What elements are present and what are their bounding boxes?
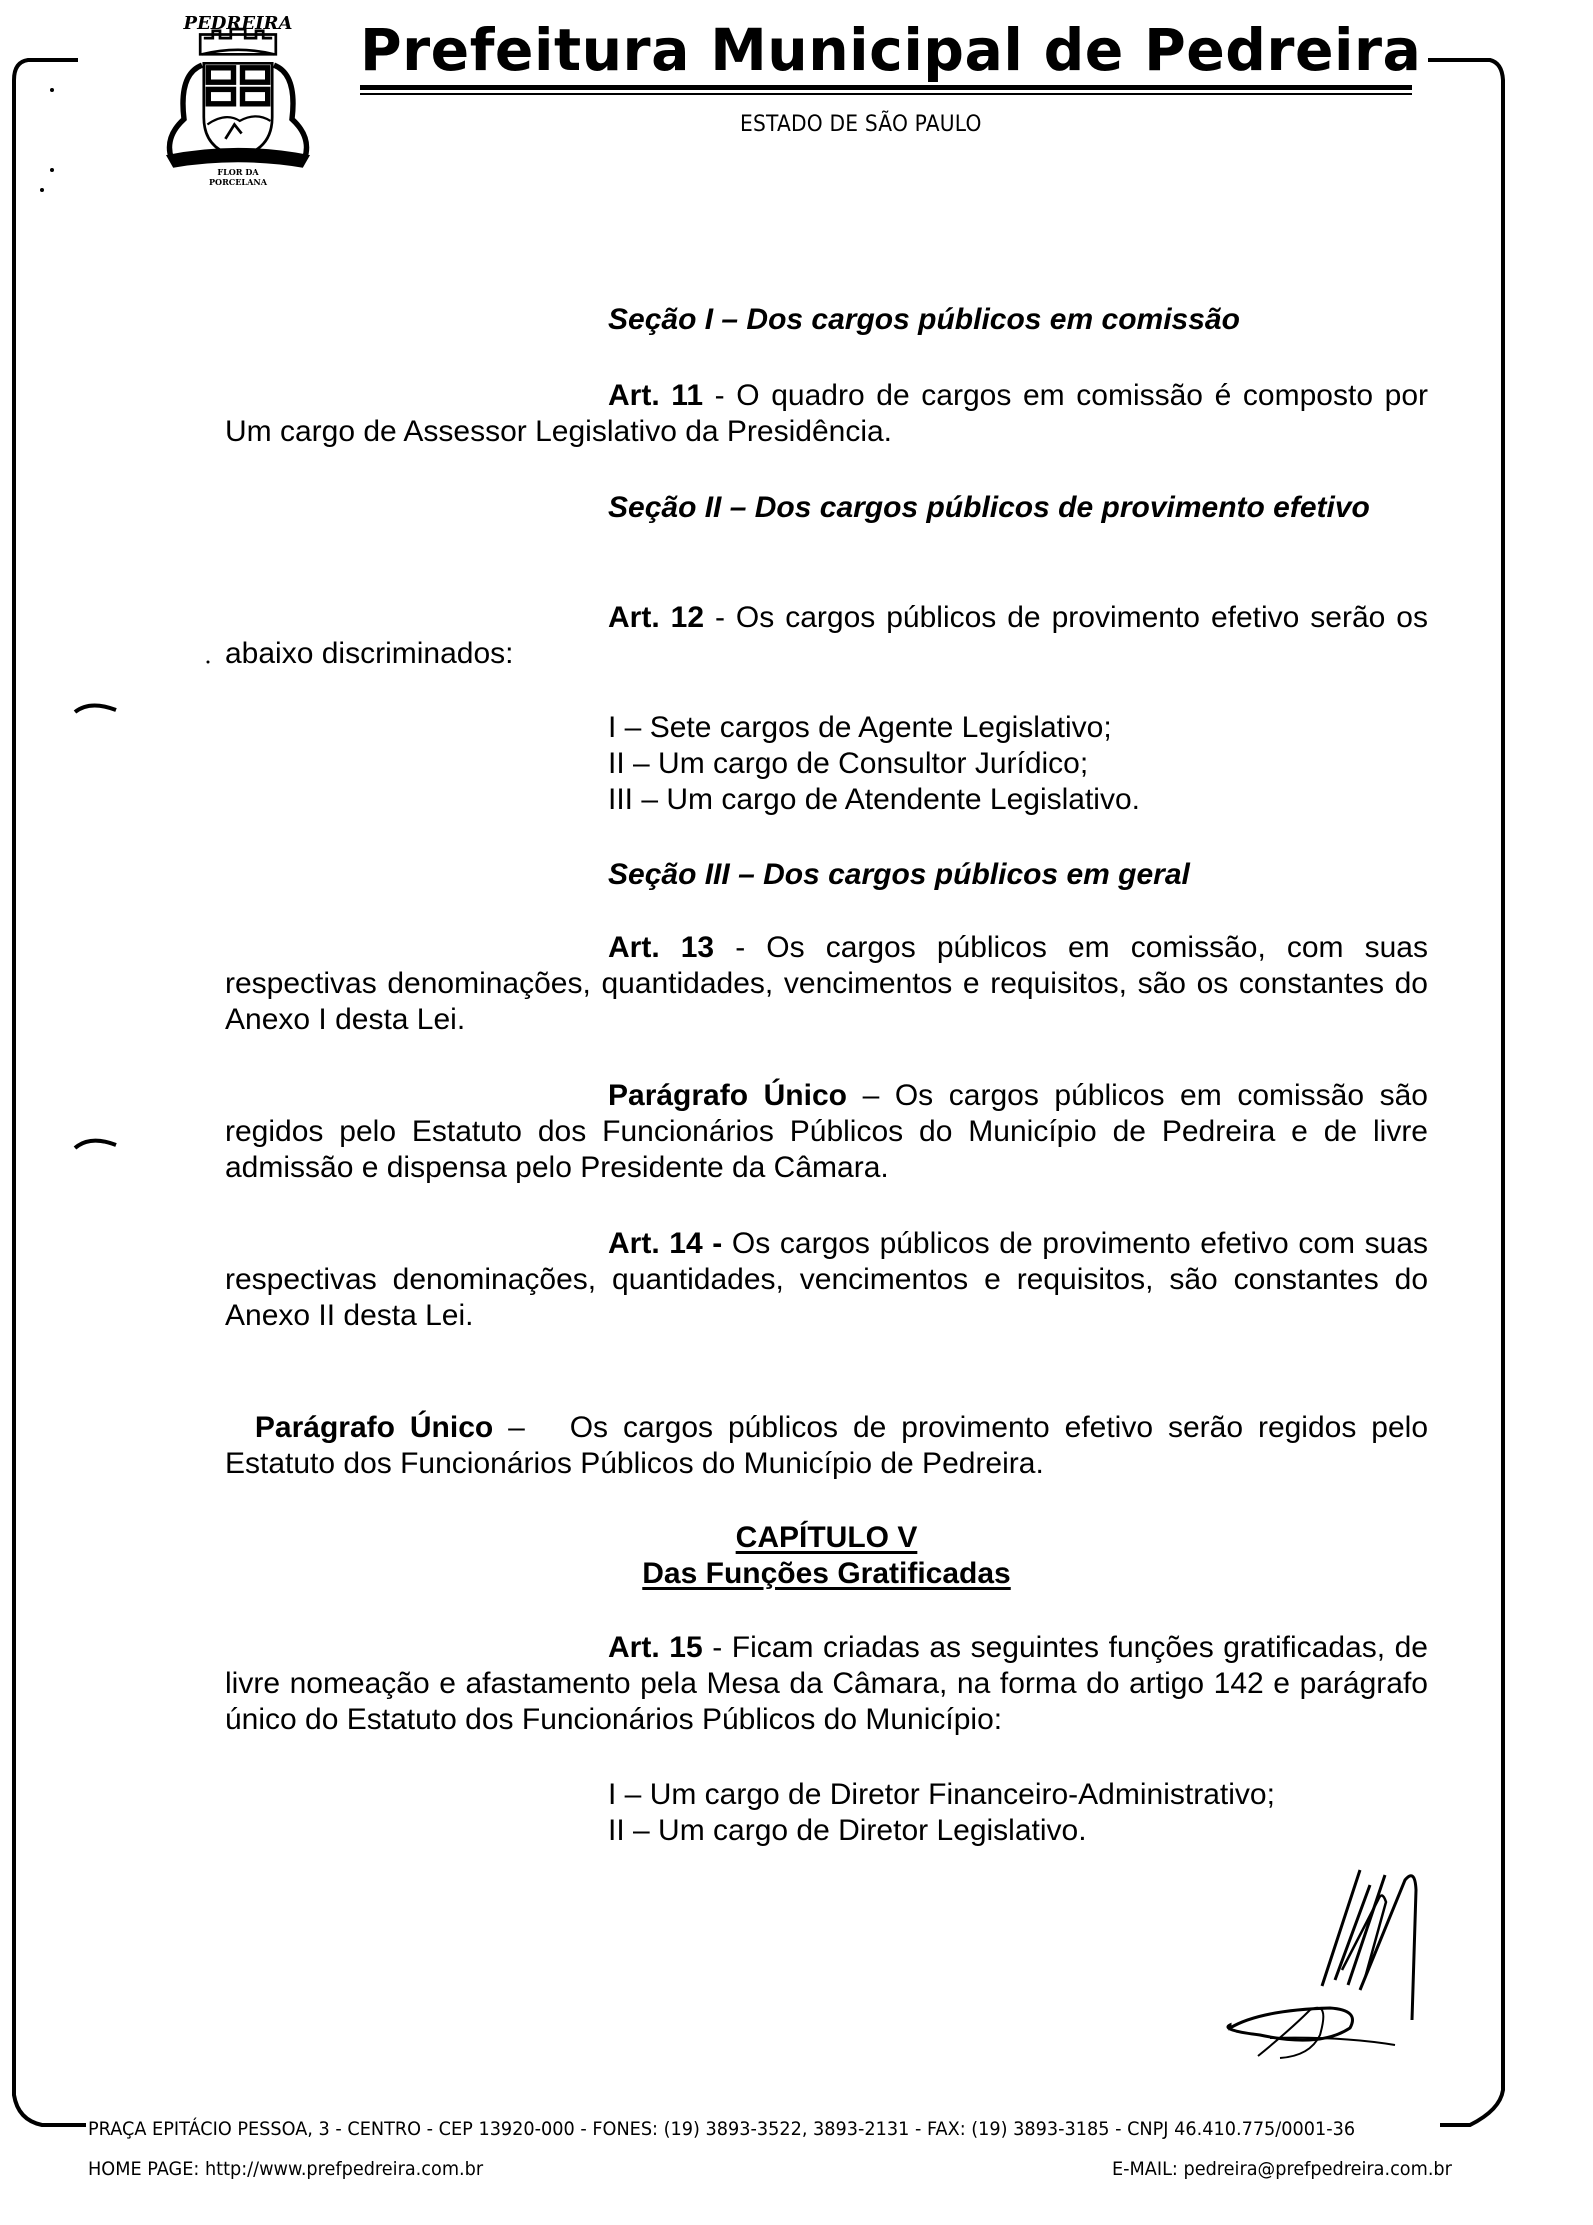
- article-15-item: I – Um cargo de Diretor Financeiro-Administrativo;: [608, 1778, 1275, 1811]
- section-1-heading: Seção I – Dos cargos públicos em comissão: [608, 303, 1240, 336]
- article-12: [225, 600, 1428, 672]
- section-3-heading: Seção III – Dos cargos públicos em geral: [608, 858, 1190, 891]
- crest-top-text: PEDREIRA: [183, 13, 293, 35]
- article-13: [225, 930, 1428, 1038]
- paragraph-unico-13-label: Parágrafo Único: [608, 1079, 847, 1112]
- title-underline-thin: [360, 93, 1412, 95]
- chapter-number: CAPÍTULO V: [735, 1521, 918, 1554]
- article-15: [225, 1630, 1428, 1738]
- paragraph-unico-13-text: – Os cargos públicos em comissão são regidos pelo Estatuto dos Funcionários Públicos do Município de Pedreira e de livre admissão e dispensa pelo Presidente da Câmara.: [225, 1079, 1428, 1184]
- crest-motto-line1: FLOR DA: [217, 166, 259, 177]
- frame-left-top-line: [14, 60, 86, 2125]
- signature-mark: [1200, 1860, 1460, 2090]
- chapter-title: Das Funções Gratificadas: [642, 1557, 1011, 1590]
- article-15-label: Art. 15: [608, 1631, 703, 1664]
- article-11-text: - O quadro de cargos em comissão é composto por Um cargo de Assessor Legislativo da Presidência.: [225, 379, 1428, 448]
- article-15-item: II – Um cargo de Diretor Legislativo.: [608, 1814, 1087, 1847]
- binding-mark: [75, 1141, 116, 1148]
- paragraph-unico-14-text: – Os cargos públicos de provimento efetivo serão regidos pelo Estatuto dos Funcionários Públicos do Município de Pedreira.: [225, 1411, 1437, 1480]
- municipal-crest-logo: [148, 2, 328, 202]
- footer-address: PRAÇA EPITÁCIO PESSOA, 3 - CENTRO - CEP 13920-000 - FONES: (19) 3893-3522, 3893-2131 - FAX: (19) 3893-3185 - CNPJ 46.410.775/0001-36: [88, 2118, 1356, 2140]
- article-11-label: Art. 11: [608, 379, 704, 412]
- crest-motto-line2: PORCELANA: [208, 176, 268, 187]
- paragraph-unico-14-label: Parágrafo Único: [254, 1411, 494, 1444]
- binding-mark: [75, 705, 116, 712]
- article-12-text: - Os cargos públicos de provimento efetivo serão os abaixo discriminados:: [225, 601, 1428, 670]
- section-2-heading: Seção II – Dos cargos públicos de provimento efetivo: [608, 491, 1370, 524]
- article-12-item: III – Um cargo de Atendente Legislativo.: [608, 783, 1140, 816]
- article-13-text: - Os cargos públicos em comissão, com suas respectivas denominações, quantidades, vencimentos e requisitos, são os constantes do Anexo I desta Lei.: [225, 931, 1428, 1036]
- article-11: [225, 378, 1428, 450]
- article-12-item: II – Um cargo de Consultor Jurídico;: [608, 747, 1089, 780]
- article-13-label: Art. 13: [608, 931, 715, 964]
- footer-homepage-link[interactable]: HOME PAGE: http://www.prefpedreira.com.br: [88, 2158, 484, 2180]
- letterhead-title: Prefeitura Municipal de Pedreira: [360, 16, 1422, 84]
- letterhead-subtitle: ESTADO DE SÃO PAULO: [740, 112, 982, 137]
- title-underline-thick: [360, 85, 1412, 90]
- paragraph-unico-14: [225, 1374, 1437, 1482]
- article-14-text: Os cargos públicos de provimento efetivo com suas respectivas denominações, quantidades, vencimentos e requisitos, são constantes do Anexo II desta Lei.: [225, 1227, 1428, 1332]
- paragraph-unico-13: [225, 1078, 1428, 1186]
- article-12-label: Art. 12: [608, 601, 704, 634]
- frame-right-line: [1428, 60, 1503, 2125]
- article-14: [225, 1226, 1428, 1334]
- footer-email-link[interactable]: E-MAIL: pedreira@prefpedreira.com.br: [1112, 2158, 1452, 2180]
- article-15-text: - Ficam criadas as seguintes funções gratificadas, de livre nomeação e afastamento pela Mesa da Câmara, na forma do artigo 142 e parágrafo único do Estatuto dos Funcionários Públicos do Município:: [225, 1631, 1428, 1736]
- article-14-label: Art. 14 -: [608, 1227, 723, 1260]
- article-12-item: I – Sete cargos de Agente Legislativo;: [608, 711, 1112, 744]
